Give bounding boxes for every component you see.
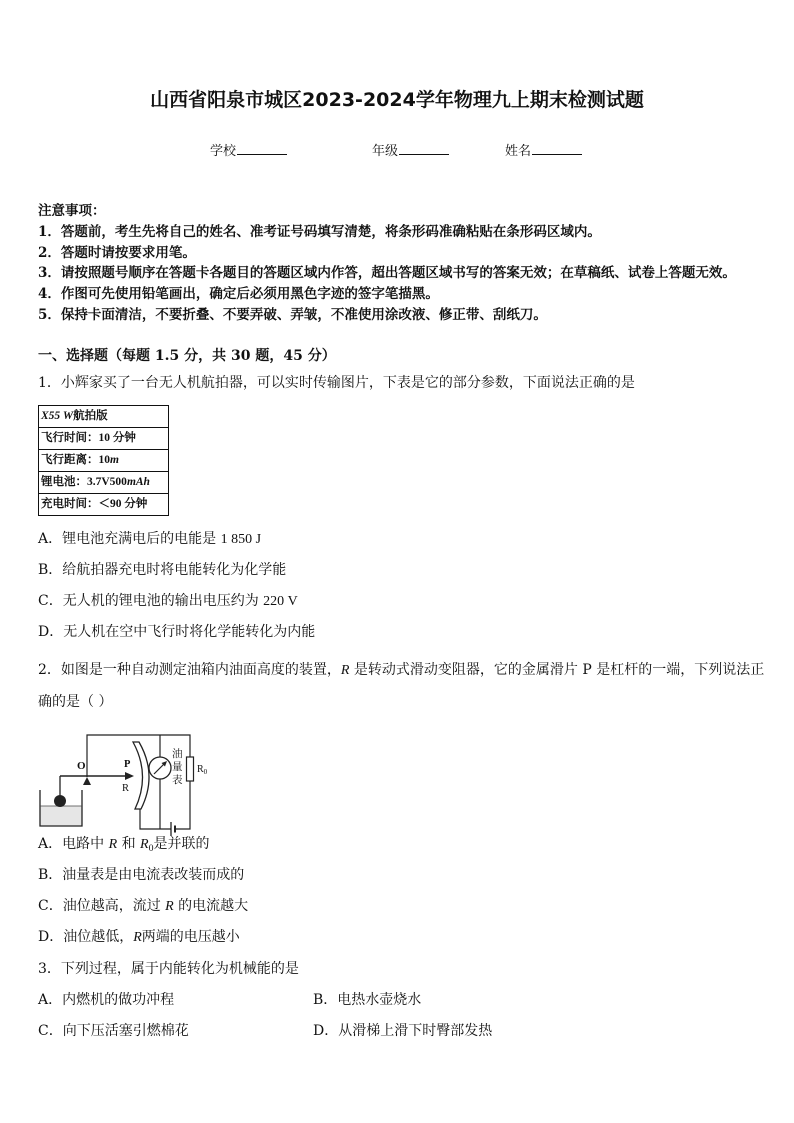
name-blank bbox=[532, 141, 582, 155]
q2-option-d-post: 两端的电压越小 bbox=[141, 929, 240, 945]
school-field bbox=[210, 141, 287, 161]
label-r0 bbox=[197, 764, 208, 776]
name-label: 姓名 bbox=[505, 144, 532, 159]
q2-option-d-r: R bbox=[133, 930, 142, 945]
q2-option-a-post: 是并联的 bbox=[153, 836, 210, 852]
q2-option-b: B．油量表是由电流表改装而成的 bbox=[38, 867, 245, 883]
battery-value: 3.7V500 bbox=[87, 476, 127, 488]
label-r0-sub: 0 bbox=[203, 768, 208, 776]
grade-field bbox=[372, 141, 449, 161]
q1-option-d: D．无人机在空中飞行时将化学能转化为内能 bbox=[38, 624, 316, 640]
q1-option-c-text: C．无人机的锂电池的输出电压约为 bbox=[38, 593, 264, 609]
q2-option-d-pre: D．油位越低， bbox=[38, 929, 134, 945]
q2-option-a-pre: A．电路中 bbox=[38, 836, 109, 852]
label-o: O bbox=[77, 760, 86, 772]
spec-cell-flight-distance bbox=[39, 450, 169, 472]
q1-option-c bbox=[38, 591, 298, 612]
spec-cell-battery bbox=[39, 472, 169, 494]
gauge-label-char: 量 bbox=[172, 762, 183, 773]
school-blank bbox=[237, 141, 287, 155]
spec-row-charge-time bbox=[39, 494, 169, 516]
oil-level-gauge-figure bbox=[30, 725, 220, 837]
q2-option-c-post: 的电流越大 bbox=[173, 898, 249, 914]
flight-distance-value: 10 bbox=[98, 454, 110, 466]
q3-option-d: D．从滑梯上滑下时臀部发热 bbox=[313, 1023, 493, 1039]
grade-label: 年级 bbox=[372, 144, 399, 159]
label-r: R bbox=[122, 783, 130, 794]
battery-label: 锂电池： bbox=[41, 476, 87, 488]
q2-stem-var-r: R bbox=[340, 663, 350, 678]
q1-option-a-value: 1 850 J bbox=[220, 532, 262, 547]
gauge-label-char: 油 bbox=[172, 749, 183, 760]
question-3-stem: 3．下列过程，属于内能转化为机械能的是 bbox=[38, 961, 299, 977]
question-2-stem-line2: 确的是（ ） bbox=[38, 694, 113, 710]
note-item: 2．答题时请按要求用笔。 bbox=[38, 245, 196, 261]
spec-cell-model bbox=[39, 406, 169, 428]
q3-option-b: B．电热水壶烧水 bbox=[313, 992, 422, 1008]
q2-option-c bbox=[38, 896, 248, 917]
q2-option-c-r: R bbox=[165, 899, 174, 914]
spec-row-flight-distance bbox=[39, 450, 169, 472]
q2-option-c-pre: C．油位越高，流过 bbox=[38, 898, 166, 914]
flight-distance-label: 飞行距离： bbox=[41, 454, 99, 466]
q2-option-a-r0: R bbox=[140, 837, 149, 852]
flight-distance-unit: m bbox=[110, 454, 119, 466]
q2-stem-pre: 2．如图是一种自动测定油箱内油面高度的装置， bbox=[38, 662, 341, 678]
section-heading: 一、选择题（每题 1.5 分，共 30 题，45 分） bbox=[38, 348, 336, 364]
q1-option-a-text: A．锂电池充满电后的电能是 bbox=[38, 531, 221, 547]
note-item: 1．答题前，考生先将自己的姓名、准考证号码填写清楚，将条形码准确粘贴在条形码区域内。 bbox=[38, 224, 601, 240]
float-ball bbox=[54, 795, 66, 807]
charge-time-label: 充电时间： bbox=[41, 498, 99, 510]
charge-time-value: ＜90 分钟 bbox=[98, 498, 148, 510]
q1-option-b: B．给航拍器充电时将电能转化为化学能 bbox=[38, 562, 287, 578]
battery-unit: mAh bbox=[126, 476, 150, 488]
school-label: 学校 bbox=[210, 144, 237, 159]
q2-option-a-mid: 和 bbox=[117, 836, 141, 852]
flight-time-value: 10 分钟 bbox=[98, 432, 136, 444]
model-code: X55 W bbox=[41, 410, 74, 422]
note-item: 5．保持卡面清洁，不要折叠、不要弄破、弄皱，不准使用涂改液、修正带、刮纸刀。 bbox=[38, 307, 547, 323]
q3-option-c: C．向下压活塞引燃棉花 bbox=[38, 1023, 189, 1039]
bottom-wire bbox=[140, 809, 171, 829]
grade-blank bbox=[399, 141, 449, 155]
note-item: 3．请按照题号顺序在答题卡各题目的答题区域内作答，超出答题区域书写的答案无效；在草稿纸、试卷上答题无效。 bbox=[38, 265, 736, 281]
spec-cell-flight-time bbox=[39, 428, 169, 450]
label-r0-main: R bbox=[197, 764, 204, 775]
spec-row-battery bbox=[39, 472, 169, 494]
question-2-stem-line1 bbox=[38, 660, 764, 681]
notes-heading: 注意事项： bbox=[38, 203, 106, 219]
q1-option-c-value: 220 V bbox=[263, 594, 298, 609]
spec-row-model bbox=[39, 406, 169, 428]
question-1-stem: 1．小辉家买了一台无人机航拍器，可以实时传输图片，下表是它的部分参数，下面说法正确的是 bbox=[38, 375, 635, 391]
oil-liquid bbox=[41, 806, 82, 825]
flight-time-label: 飞行时间： bbox=[41, 432, 99, 444]
q2-stem-post: 是转动式滑动变阻器，它的金属滑片 P 是杠杆的一端，下列说法正 bbox=[349, 662, 765, 678]
model-name: 航拍版 bbox=[73, 410, 108, 422]
spec-table bbox=[38, 405, 169, 516]
q2-option-a-r: R bbox=[108, 837, 118, 852]
note-item: 4．作图可先使用铅笔画出，确定后必须用黑色字迹的签字笔描黑。 bbox=[38, 286, 439, 302]
doc-title: 山西省阳泉市城区2023-2024学年物理九上期末检测试题 bbox=[150, 89, 644, 111]
q3-option-a: A．内燃机的做功冲程 bbox=[38, 992, 175, 1008]
pivot-o bbox=[83, 777, 91, 785]
q2-option-a bbox=[38, 834, 210, 855]
right-wire bbox=[175, 781, 190, 829]
q2-option-d bbox=[38, 927, 240, 948]
resistor-r0 bbox=[187, 757, 194, 781]
label-p: P bbox=[124, 759, 131, 770]
slider-p-arrow bbox=[125, 772, 134, 780]
q2-option-a-r0-sub: 0 bbox=[148, 843, 154, 854]
spec-cell-charge-time bbox=[39, 494, 169, 516]
gauge-label-char: 表 bbox=[172, 775, 183, 786]
rotary-resistor-r bbox=[133, 742, 149, 809]
name-field bbox=[505, 141, 582, 161]
spec-row-flight-time bbox=[39, 428, 169, 450]
q1-option-a bbox=[38, 529, 261, 550]
